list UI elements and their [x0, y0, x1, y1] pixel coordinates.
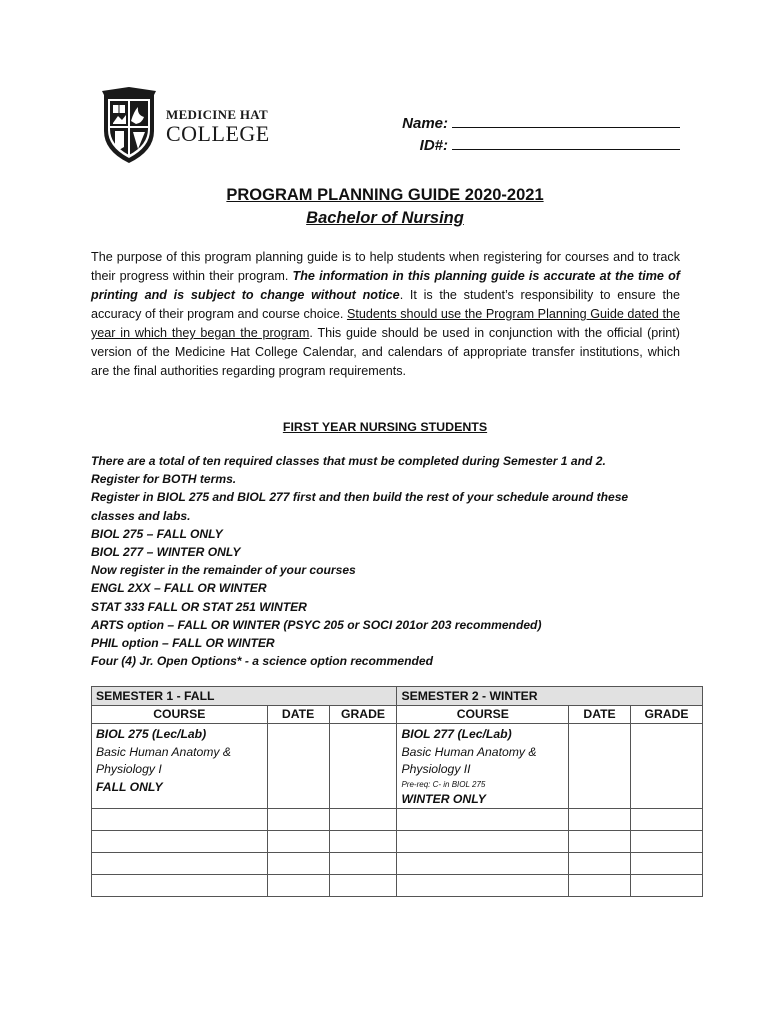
course-cell[interactable] — [92, 875, 268, 897]
requirement-line: BIOL 275 – FALL ONLY — [91, 526, 223, 541]
date-cell[interactable] — [267, 809, 329, 831]
grade-cell[interactable] — [329, 875, 397, 897]
course-name: Physiology I — [96, 762, 162, 776]
sem1-grade-col: GRADE — [329, 706, 397, 724]
course-name: Basic Human Anatomy & — [96, 744, 232, 759]
id-field[interactable] — [402, 135, 680, 157]
course-cell[interactable] — [92, 831, 268, 853]
course-cell[interactable] — [397, 831, 569, 853]
course-code: BIOL 277 (Lec/Lab) — [401, 727, 512, 741]
requirement-line: Now register in the remainder of your courses — [91, 563, 356, 578]
requirement-line: There are a total of ten required classes that must be completed during Semester 1 and 2. — [91, 454, 606, 468]
course-code: BIOL 275 (Lec/Lab) — [96, 727, 207, 741]
name-blank-line[interactable] — [452, 113, 680, 128]
grade-cell[interactable] — [631, 831, 703, 853]
requirement-line: ENGL 2XX – FALL OR WINTER — [91, 581, 267, 596]
requirement-line: PHIL option – FALL OR WINTER — [91, 636, 275, 651]
date-cell[interactable] — [569, 724, 631, 809]
date-cell[interactable] — [569, 831, 631, 853]
date-cell[interactable] — [569, 809, 631, 831]
requirement-line: classes and labs. — [91, 508, 191, 523]
date-cell[interactable] — [267, 875, 329, 897]
course-note: FALL ONLY — [96, 779, 163, 794]
requirement-line: Four (4) Jr. Open Options* - a science option recommended — [91, 654, 434, 669]
course-name: Basic Human Anatomy & — [401, 744, 537, 759]
intro-disclaimer: The information in this planning guide is accurate at the time of printing and is subject to change without notice — [91, 269, 680, 302]
column-header-row — [92, 706, 703, 724]
course-cell[interactable] — [92, 809, 268, 831]
date-cell[interactable] — [569, 875, 631, 897]
grade-cell[interactable] — [329, 724, 397, 809]
grade-cell[interactable] — [329, 831, 397, 853]
course-note: WINTER ONLY — [401, 791, 486, 806]
grade-cell[interactable] — [329, 809, 397, 831]
date-cell[interactable] — [267, 831, 329, 853]
intro-underlined-note: Students should use the Program Planning Guide dated the year in which they began the program — [91, 307, 680, 340]
sem1-date-col: DATE — [267, 706, 329, 724]
intro-text-1: The purpose of this program planning guide is to help students when registering for courses and to track their progress within their program. — [91, 250, 680, 283]
semester-1-header: SEMESTER 1 - FALL — [92, 687, 397, 706]
grade-cell[interactable] — [329, 853, 397, 875]
course-plan-table — [91, 686, 703, 897]
id-blank-line[interactable] — [452, 135, 680, 150]
sem2-date-col: DATE — [569, 706, 631, 724]
sem2-grade-col: GRADE — [631, 706, 703, 724]
course-cell[interactable] — [397, 875, 569, 897]
semester-header-row — [92, 687, 703, 706]
date-cell[interactable] — [569, 853, 631, 875]
intro-text-2: . It is the student’s responsibility to ensure the accuracy of their program and course choice. — [91, 288, 680, 321]
course-cell[interactable] — [397, 809, 569, 831]
requirement-line: ARTS option – FALL OR WINTER (PSYC 205 or SOCI 201or 203 recommended) — [91, 617, 542, 632]
grade-cell[interactable] — [631, 875, 703, 897]
sem2-course-col: COURSE — [397, 706, 569, 724]
requirement-line: Register for BOTH terms. — [91, 472, 237, 487]
table-row — [92, 809, 703, 831]
grade-cell[interactable] — [631, 853, 703, 875]
college-crest-icon — [100, 87, 158, 165]
grade-cell[interactable] — [631, 809, 703, 831]
name-label: Name: — [402, 115, 448, 132]
section-heading: FIRST YEAR NURSING STUDENTS — [282, 420, 488, 434]
course-prereq: Pre-req: C- in BIOL 275 — [401, 779, 486, 789]
sem1-course-col: COURSE — [92, 706, 268, 724]
intro-paragraph — [91, 248, 680, 381]
page-title: PROGRAM PLANNING GUIDE 2020-2021 — [226, 186, 544, 204]
table-row — [92, 724, 703, 809]
requirement-line: STAT 333 FALL OR STAT 251 WINTER — [91, 599, 307, 614]
course-cell[interactable] — [397, 853, 569, 875]
intro-text-3: . This guide should be used in conjunction with the official (print) version of the Medicine Hat College Calendar, and calendars of appropriate transfer institutions, which are the final authorities regarding program requirements. — [91, 326, 681, 378]
date-cell[interactable] — [267, 853, 329, 875]
sem1-course-cell — [92, 724, 268, 809]
table-row — [92, 875, 703, 897]
date-cell[interactable] — [267, 724, 329, 809]
course-cell[interactable] — [92, 853, 268, 875]
page-subtitle: Bachelor of Nursing — [306, 209, 464, 227]
logo-line-2: COLLEGE — [166, 120, 270, 146]
logo-wordmark — [166, 108, 270, 145]
sem2-course-cell — [397, 724, 569, 809]
table-row — [92, 853, 703, 875]
table-row — [92, 831, 703, 853]
name-field[interactable] — [402, 113, 680, 135]
college-logo — [100, 86, 280, 166]
logo-line-1: MEDICINE HAT — [166, 106, 268, 122]
course-name: Physiology II — [401, 762, 471, 776]
grade-cell[interactable] — [631, 724, 703, 809]
student-fields — [402, 113, 680, 157]
requirements-list — [91, 452, 681, 670]
requirement-line: BIOL 277 – WINTER ONLY — [91, 545, 241, 560]
requirement-line: Register in BIOL 275 and BIOL 277 first and then build the rest of your schedule around these — [91, 490, 629, 505]
id-label: ID#: — [419, 137, 448, 154]
semester-2-header: SEMESTER 2 - WINTER — [397, 687, 703, 706]
